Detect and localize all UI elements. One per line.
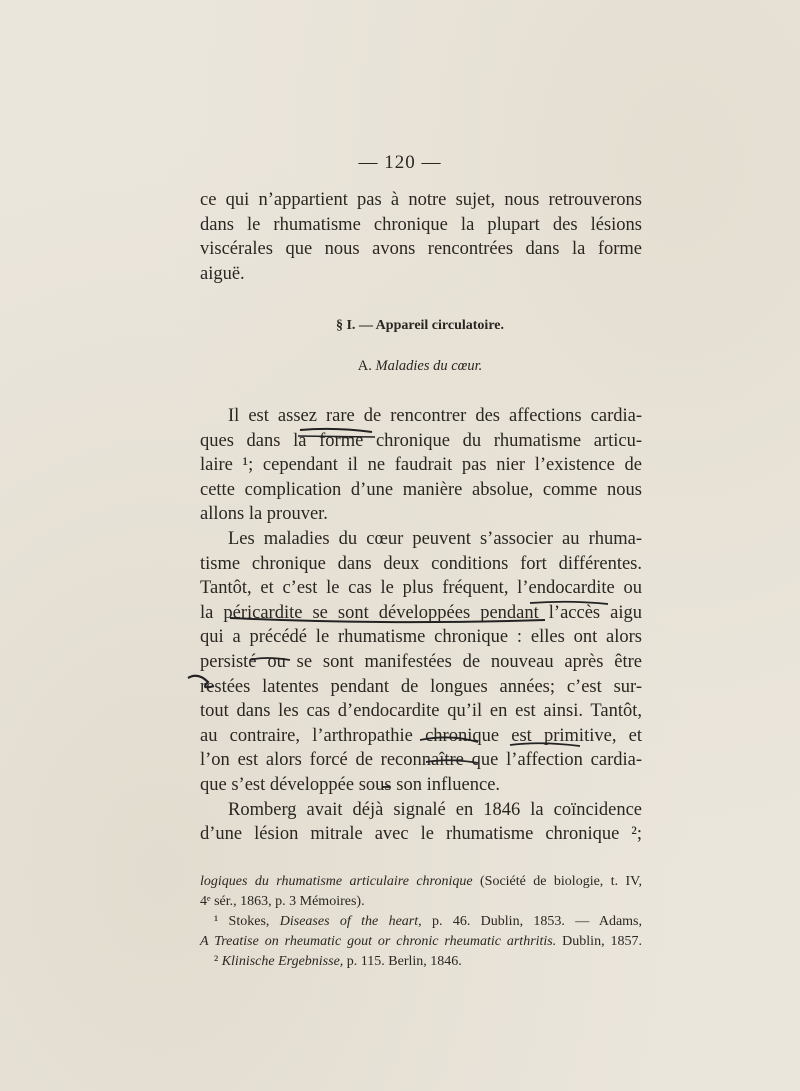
text-line: ce qui n’appartient pas à notre sujet, nous retrouverons xyxy=(200,190,642,210)
text-line: persisté ou se sont manifestées de nouveau après être xyxy=(200,651,642,672)
text-line: la péricardite se sont développées pendant l’accès aigu xyxy=(200,602,642,623)
text-line: allons la prouver. xyxy=(200,504,328,525)
subsection-prefix: A. xyxy=(357,358,372,374)
text-line: qui a précédé le rhumatisme chronique : elles ont alors xyxy=(200,627,642,648)
text-line: d’une lésion mitrale avec le rhumatisme chronique ²; xyxy=(200,824,642,845)
footnote-1 xyxy=(200,912,642,932)
text-line: Tantôt, et c’est le cas le plus fréquent, l’endocardite ou xyxy=(200,578,642,599)
page-number: — 120 — xyxy=(358,152,442,173)
footnote-2 xyxy=(200,952,642,972)
footnote-text: (Société de biologie, t. IV, xyxy=(472,874,642,889)
footnote-line xyxy=(200,892,642,912)
text-line: tout dans les cas d’endocardite qu’il en est ainsi. Tantôt, xyxy=(200,701,642,722)
footnote-italic: A Treatise on rheumatic gout or chronic rheumatic arthritis. xyxy=(200,934,557,949)
section-dash: — xyxy=(358,318,373,333)
footnotes xyxy=(200,872,642,972)
body-text xyxy=(200,404,642,847)
text-line: au contraire, l’arthropathie chronique est primitive, et xyxy=(200,725,642,746)
text-line: tisme chronique dans deux conditions fort différentes. xyxy=(200,553,642,574)
footnote-italic: Diseases of the heart, xyxy=(279,914,422,929)
footnote-line xyxy=(200,932,642,952)
footnote-text: Stokes, xyxy=(218,914,280,929)
text-line: dans le rhumatisme chronique la plupart des lésions xyxy=(200,214,642,235)
text-line: laire ¹; cependant il ne faudrait pas nier l’existence de xyxy=(200,455,642,476)
text-line: l’on est alors forcé de reconnaître que l’affection cardia- xyxy=(200,750,642,771)
text-line: Les maladies du cœur peuvent s’associer au rhuma- xyxy=(228,528,642,549)
footnote-text: p. 115. Berlin, 1846. xyxy=(343,954,462,969)
footnote-italic: Klinische Ergebnisse, xyxy=(218,954,344,969)
text-line: Romberg avait déjà signalé en 1846 la coïncidence xyxy=(228,799,642,820)
subsection-heading xyxy=(0,358,800,375)
section-prefix: § I. xyxy=(335,318,356,333)
footnote-text: Dublin, 1857. xyxy=(556,934,642,949)
footnote-text: p. 46. Dublin, 1853. — Adams, xyxy=(421,914,643,929)
footnote-marker: ² xyxy=(214,954,219,969)
text-line: que s’est développée sous son influence. xyxy=(200,774,501,795)
subsection-title: Maladies du cœur. xyxy=(375,358,483,374)
text-line: viscérales que nous avons rencontrées dans la forme xyxy=(200,239,642,260)
intro-paragraph xyxy=(200,188,642,286)
footnote-marker: ¹ xyxy=(214,914,219,929)
text-line: restées latentes pendant de longues années; c’est sur- xyxy=(200,676,642,697)
text-line: Il est assez rare de rencontrer des affections cardia- xyxy=(228,406,642,426)
section-title: Appareil circulatoire. xyxy=(375,318,504,333)
section-heading xyxy=(0,318,800,334)
text-line: aiguë. xyxy=(200,263,245,284)
footnote-text: 4ᵉ sér., 1863, p. 3 Mémoires). xyxy=(200,894,365,909)
footnote-line xyxy=(200,872,642,892)
text-line: cette complication d’une manière absolue, comme nous xyxy=(200,479,642,500)
footnote-italic: logiques du rhumatisme articulaire chronique xyxy=(200,874,473,889)
text-line: ques dans la forme chronique du rhumatisme articu- xyxy=(200,430,642,451)
